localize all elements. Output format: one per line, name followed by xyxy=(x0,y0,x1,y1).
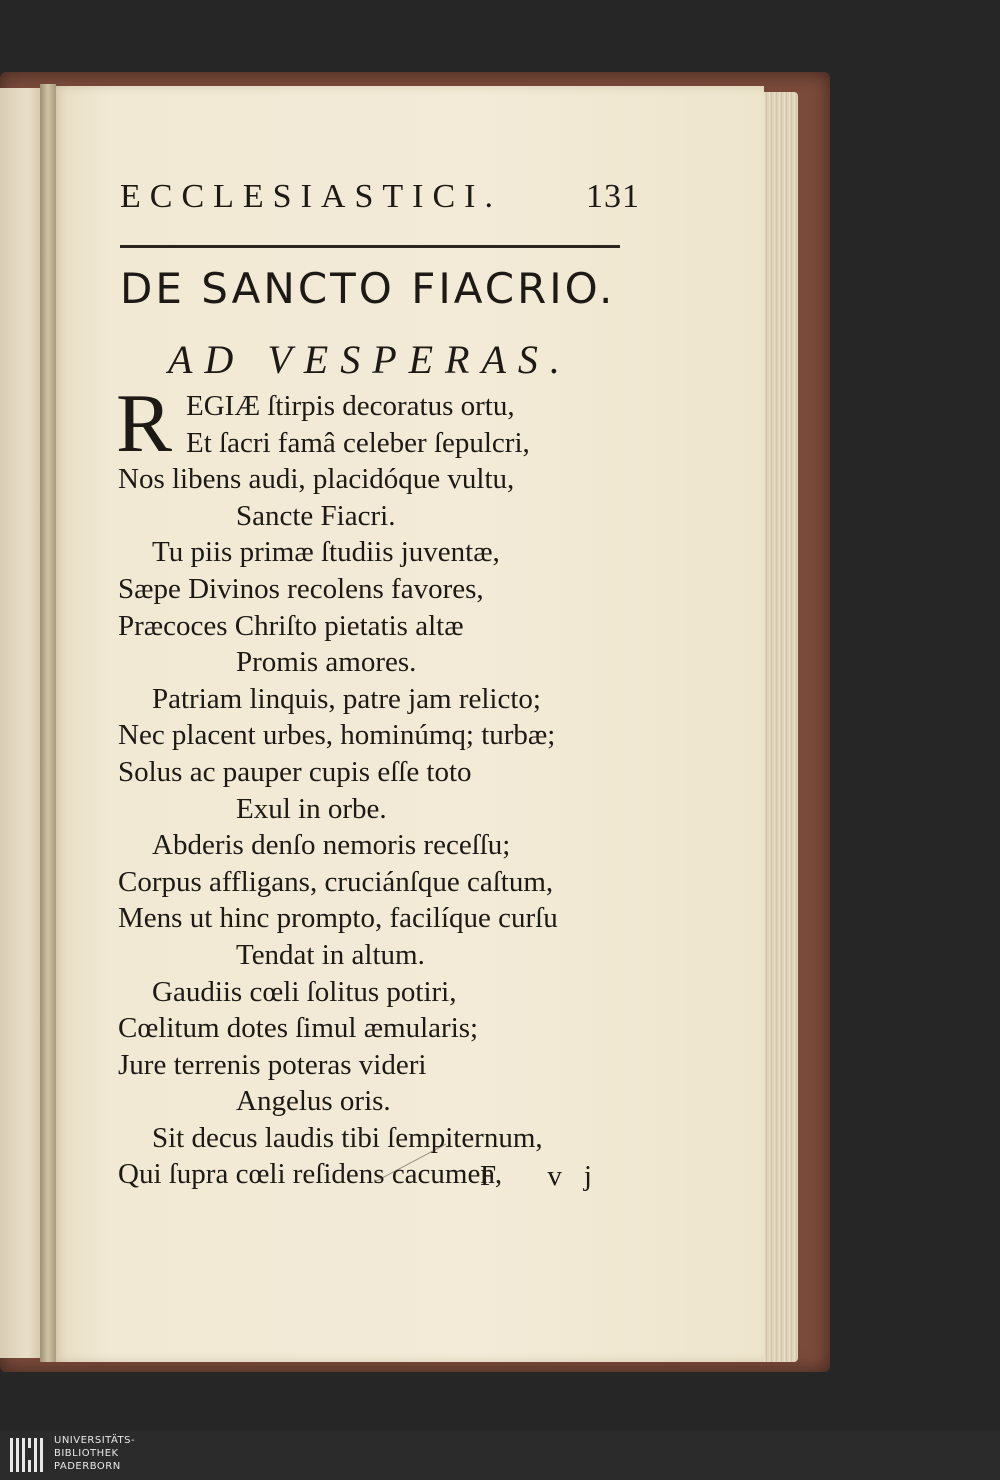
verse-line: Gaudiis cœli ſolitus potiri, xyxy=(152,975,457,1008)
library-name: UNIVERSITÄTS- BIBLIOTHEK PADERBORN xyxy=(54,1435,136,1472)
verse-line: Solus ac pauper cupis eſſe toto xyxy=(118,755,472,788)
verse-line: Præcoces Chriſto pietatis altæ xyxy=(118,609,464,642)
section-title: DE SANCTO FIACRIO. xyxy=(120,264,616,313)
verse-line: Jure terrenis poteras videri xyxy=(118,1048,427,1081)
verse-line: EGIÆ ſtirpis decoratus ortu, xyxy=(186,390,515,422)
library-footer xyxy=(0,1430,1000,1480)
verse-line: Nec placent urbes, hominúmq; turbæ; xyxy=(118,719,556,752)
drop-cap: R xyxy=(116,377,173,470)
refrain-line: Exul in orbe. xyxy=(236,792,387,825)
book-gutter xyxy=(40,84,56,1362)
page-block-edges xyxy=(758,92,798,1362)
signature-mark: F vj xyxy=(480,1160,614,1192)
verse-line: Corpus affligans, cruciánſque caſtum, xyxy=(118,865,554,898)
refrain-line: Sancte Fiacri. xyxy=(236,499,396,532)
section-subtitle: AD VESPERAS. xyxy=(168,337,572,382)
verse-line: Sæpe Divinos recolens favores, xyxy=(118,572,484,605)
header-rule xyxy=(120,245,620,248)
verse-line: Cœlitum dotes ſimul æmularis; xyxy=(118,1012,479,1045)
verse-line: Abderis denſo nemoris receſſu; xyxy=(152,829,511,862)
verse-line: Patriam linquis, patre jam relicto; xyxy=(152,682,541,715)
library-logo-icon xyxy=(6,1434,48,1476)
refrain-line: Angelus oris. xyxy=(236,1085,391,1118)
verse-line: Tu piis primæ ſtudiis juventæ, xyxy=(152,536,500,569)
running-title: ECCLESIASTICI. xyxy=(120,178,502,215)
hymn-text xyxy=(118,388,638,1193)
verse-line: Mens ut hinc prompto, facilíque curſu xyxy=(118,902,558,935)
refrain-line: Tendat in altum. xyxy=(236,938,425,971)
page-number: 131 xyxy=(586,178,640,215)
verse-line: Sit decus laudis tibi ſempiternum, xyxy=(152,1121,543,1154)
verse-line: Nos libens audi, placidóque vultu, xyxy=(118,463,515,496)
running-head xyxy=(120,178,640,228)
refrain-line: Promis amores. xyxy=(236,646,417,679)
verse-line: Et ſacri famâ celeber ſepulcri, xyxy=(186,426,530,459)
verse-line: Qui ſupra cœli reſidens cacumen, xyxy=(118,1158,503,1191)
